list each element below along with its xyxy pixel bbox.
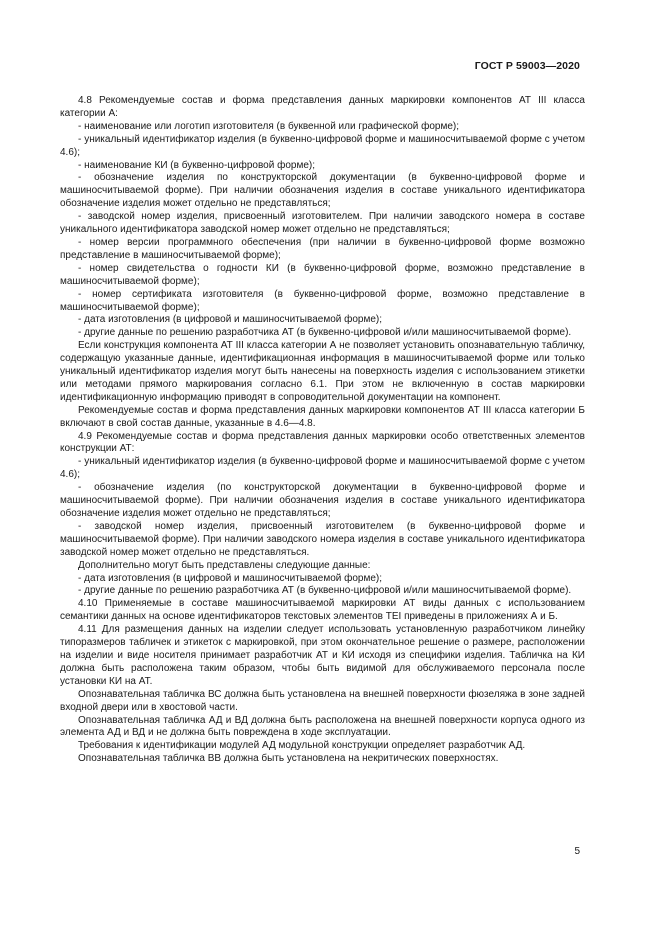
- list-item: - номер версии программного обеспечения (при наличии в буквенно-цифровой форме возможно представление в машиносчитываемой форме);: [60, 236, 585, 261]
- list-item: - другие данные по решению разработчика АТ (в буквенно-цифровой и/или машиносчитываемой форме).: [78, 327, 572, 339]
- paragraph: Опознавательная табличка АД и ВД должна быть расположена на внешней поверхности корпуса одного из элемента АД и ВД и не должна быть повреждена в ходе эксплуатации.: [60, 714, 585, 739]
- list-item: - наименование КИ (в буквенно-цифровой форме);: [78, 159, 315, 171]
- list-item: - обозначение изделия по конструкторской документации (в буквенно-цифровой форме и машиносчитываемой форме). При наличии обозначения изделия в составе уникального идентификатора обозначение изделия может отдельно не представляться;: [60, 172, 585, 210]
- list-item: - дата изготовления (в цифровой и машиносчитываемой форме);: [78, 314, 383, 326]
- paragraph: Рекомендуемые состав и форма представления данных маркировки компонентов АТ III класса категории Б включают в свой состав данные, указанные в 4.6—4.8.: [60, 404, 585, 429]
- document-body: [60, 95, 585, 766]
- list-item: - наименование или логотип изготовителя (в буквенной или графической форме);: [78, 120, 460, 132]
- list-item: - другие данные по решению разработчика АТ (в буквенно-цифровой и/или машиносчитываемой форме).: [78, 585, 572, 597]
- list-item: - дата изготовления (в цифровой и машиносчитываемой форме);: [78, 572, 383, 584]
- list-item: - заводской номер изделия, присвоенный изготовителем (в буквенно-цифровой форме и машиносчитываемой форме). При наличии заводского номера изделия в составе уникального идентификатора заводской номер может отдельно не представляться.: [60, 520, 585, 558]
- paragraph: Если конструкция компонента АТ III класса категории А не позволяет установить опознавательную табличку, содержащую указанные данные, идентификационная информация в машиносчитываемой форме или только уникальный идентификатор изделия могут быть нанесены на поверхность изделия с использованием этикетки или методами прямого маркирования согласно 6.1. При этом не включенную в состав маркировки идентификационную информацию приводят в сопроводительной документации на компонент.: [60, 340, 585, 403]
- list-item: - уникальный идентификатор изделия (в буквенно-цифровой форме и машиносчитываемой форме с учетом 4.6);: [60, 133, 585, 158]
- paragraph: Опознавательная табличка ВС должна быть установлена на внешней поверхности фюзеляжа в зоне задней входной двери или в хвостовой части.: [60, 688, 585, 713]
- page-number: 5: [574, 846, 580, 857]
- standard-code-header: ГОСТ Р 59003—2020: [474, 60, 580, 72]
- paragraph: Требования к идентификации модулей АД модульной конструкции определяет разработчик АД.: [78, 740, 526, 752]
- paragraph-4-11: 4.11 Для размещения данных на изделии следует использовать установленную разработчиком линейку типоразмеров табличек и этикеток с маркировкой, при этом окончательное решение о размере, расположении на изделии и виде носителя принимает разработчик АТ и КИ исходя из специфики изделия. Табличка на КИ должна быть расположена таким образом, чтобы быть видимой для обслуживаемого персонала после установки КИ на АТ.: [60, 624, 585, 687]
- paragraph: Опознавательная табличка ВВ должна быть установлена на некритических поверхностях.: [78, 753, 499, 765]
- paragraph-4-10: 4.10 Применяемые в составе машиносчитываемой маркировки АТ виды данных с использованием семантики данных на основе идентификаторов текстовых элементов TEI приведены в приложениях А и Б.: [60, 598, 585, 623]
- list-item: - заводской номер изделия, присвоенный изготовителем. При наличии заводского номера в составе уникального идентификатора заводской номер может отдельно не представляться;: [60, 211, 585, 236]
- list-item: - номер сертификата изготовителя (в буквенно-цифровой форме, возможно представление в машиносчитываемой форме);: [60, 288, 585, 313]
- paragraph-4-8-intro: 4.8 Рекомендуемые состав и форма представления данных маркировки компонентов АТ III класса категории А:: [60, 95, 585, 119]
- list-item: - номер свидетельства о годности КИ (в буквенно-цифровой форме, возможно представление в машиносчитываемой форме);: [60, 262, 585, 287]
- list-item: - уникальный идентификатор изделия (в буквенно-цифровой форме и машиносчитываемой форме с учетом 4.6);: [60, 456, 585, 481]
- list-item: - обозначение изделия (по конструкторской документации в буквенно-цифровой форме и машиносчитываемой форме). При наличии обозначения изделия в составе уникального идентификатора обозначение изделия может отдельно не представляться;: [60, 482, 585, 519]
- paragraph-4-9-intro: 4.9 Рекомендуемые состав и форма представления данных маркировки особо ответственных элементов конструкции АТ:: [60, 430, 585, 455]
- paragraph: Дополнительно могут быть представлены следующие данные:: [78, 559, 371, 571]
